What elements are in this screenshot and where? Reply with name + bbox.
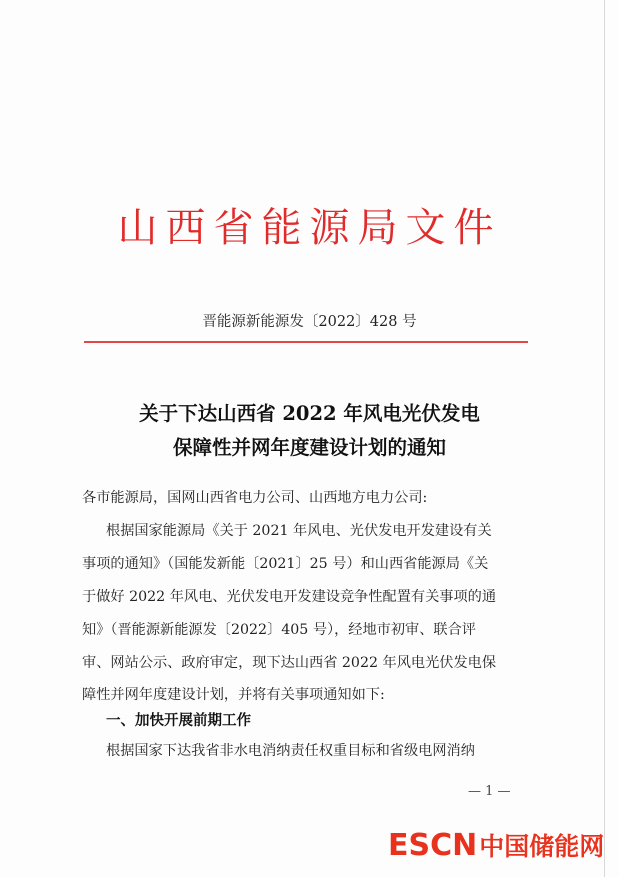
body-line-6: 障性并网年度建设计划，并将有关事项通知如下: — [82, 687, 385, 703]
section1-body-line-1: 根据国家下达我省非水电消纳责任权重目标和省级电网消纳 — [106, 743, 475, 759]
watermark-cn-text: 中国储能网 — [479, 832, 605, 861]
title-line-2: 保障性并网年度建设计划的通知 — [172, 436, 446, 459]
title-line-1: 关于下达山西省 2022 年风电光伏发电 — [139, 402, 480, 425]
watermark-escn-text: ESCN — [388, 827, 478, 863]
red-divider-rule — [84, 341, 528, 343]
page-number: — 1 — — [468, 784, 511, 799]
body-line-5: 审、网站公示、政府审定，现下达山西省 2022 年风电光伏发电保 — [82, 655, 497, 671]
body-line-2: 事项的通知》（国能发新能〔2021〕25 号）和山西省能源局《关 — [82, 556, 489, 572]
document-number: 晋能源新能源发〔2022〕428 号 — [202, 314, 417, 330]
section-heading-1: 一、加快开展前期工作 — [106, 712, 251, 729]
body-line-4: 知》（晋能源新能源发〔2022〕405 号），经地市初审、联合评 — [82, 622, 476, 638]
body-line-1: 根据国家能源局《关于 2021 年风电、光伏发电开发建设有关 — [106, 523, 492, 539]
escn-watermark-logo — [388, 825, 604, 865]
body-line-3: 于做好 2022 年风电、光伏发电开发建设竞争性配置有关事项的通 — [82, 589, 497, 605]
addressee-line: 各市能源局，国网山西省电力公司、山西地方电力公司: — [82, 490, 428, 506]
issuer-header: 山西省能源局文件 — [117, 205, 502, 251]
